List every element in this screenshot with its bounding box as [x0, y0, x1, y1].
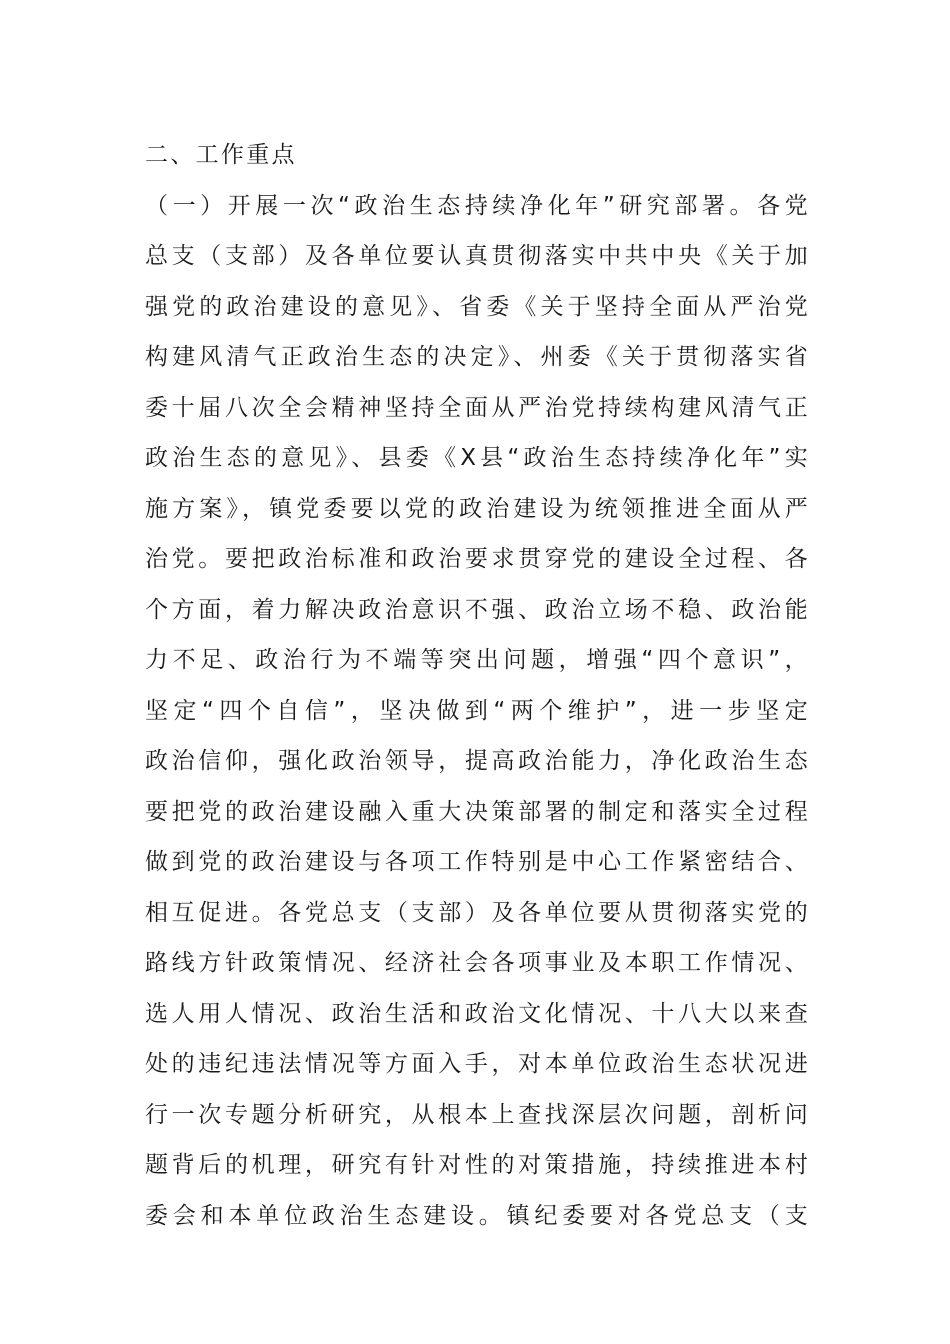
paragraph-line: 做到党的政治建设与各项工作特别是中心工作紧密结合、	[145, 849, 810, 875]
paragraph-line: 路线方针政策情况、经济社会各项事业及本职工作情况、	[145, 950, 810, 976]
paragraph-line: 政治生态的意见》、县委《X县“政治生态持续净化年”实	[145, 445, 810, 471]
paragraph-line: 施方案》，镇党委要以党的政治建设为统领推进全面从严	[145, 495, 810, 522]
paragraph-line: 委会和本单位政治生态建设。镇纪委要对各党总支（支	[145, 1202, 810, 1229]
paragraph-line: 总支（支部）及各单位要认真贯彻落实中共中央《关于加	[145, 243, 810, 269]
paragraph-line: 选人用人情况、政治生活和政治文化情况、十八大以来查	[145, 1000, 810, 1027]
paragraph-line: （一）开展一次“政治生态持续净化年”研究部署。各党	[145, 192, 810, 219]
paragraph-line: 题背后的机理，研究有针对性的对策措施，持续推进本村	[145, 1152, 810, 1178]
paragraph-line: 治党。要把政治标准和政治要求贯穿党的建设全过程、各	[145, 546, 810, 572]
paragraph-line: 强党的政治建设的意见》、省委《关于坚持全面从严治党	[145, 293, 810, 320]
paragraph-line: 相互促进。各党总支（支部）及各单位要从贯彻落实党的	[145, 899, 810, 926]
paragraph-line: 委十届八次全会精神坚持全面从严治党持续构建风清气正	[145, 394, 810, 421]
section-heading: 二、工作重点	[145, 142, 297, 168]
paragraph-line: 处的违纪违法情况等方面入手，对本单位政治生态状况进	[145, 1051, 810, 1077]
paragraph-line: 要把党的政治建设融入重大决策部署的制定和落实全过程	[145, 798, 810, 825]
paragraph-line: 政治信仰，强化政治领导，提高政治能力，净化政治生态	[145, 748, 810, 774]
paragraph-line: 坚定“四个自信”，坚决做到“两个维护”，进一步坚定	[145, 697, 810, 724]
paragraph-line: 行一次专题分析研究，从根本上查找深层次问题，剖析问	[145, 1101, 810, 1128]
paragraph-line: 个方面，着力解决政治意识不强、政治立场不稳、政治能	[145, 596, 810, 623]
paragraph-line: 构建风清气正政治生态的决定》、州委《关于贯彻落实省	[145, 344, 810, 370]
paragraph-line: 力不足、政治行为不端等突出问题，增强“四个意识”，	[145, 647, 810, 673]
document-body	[145, 130, 810, 1241]
